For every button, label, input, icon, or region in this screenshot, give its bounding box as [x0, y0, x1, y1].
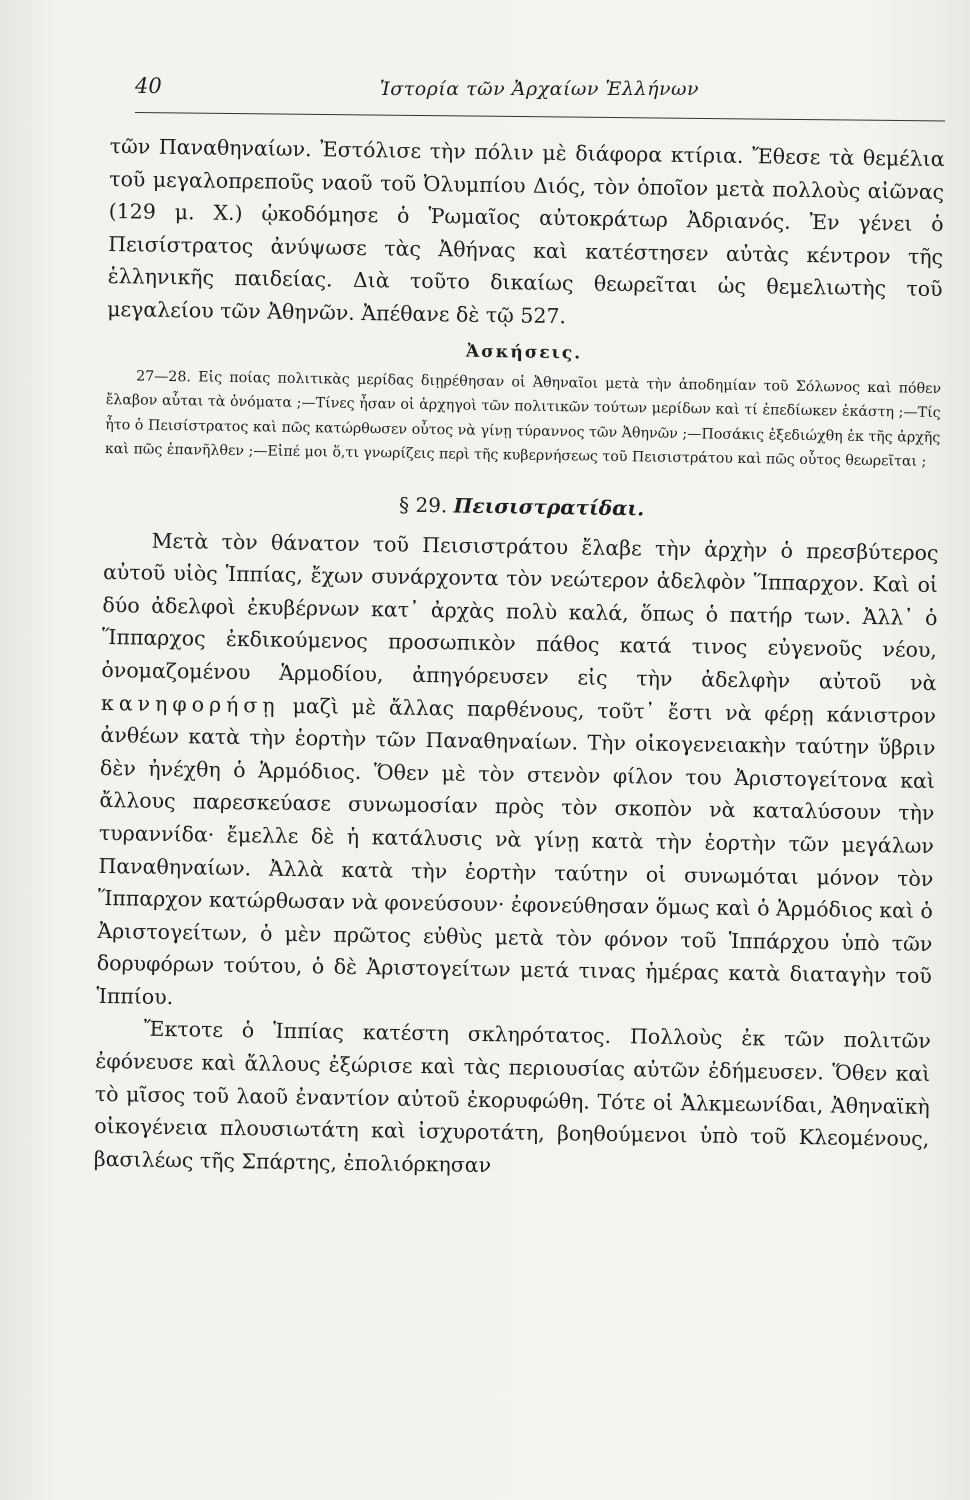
exercises-text: 27—28. Εἰς ποίας πολιτικὰς μερίδας διῃρέθησαν οἱ Ἀθηναῖοι μετὰ τὴν ἀποδημίαν τοῦ Σόλωνος καὶ πόθεν ἔλαβον αὗται τὰ ὀνόματα ;—Τίνες ἦσαν οἱ ἀρχηγοὶ τῶν πολιτικῶν τούτων μερίδων καὶ τί ἐπεδίωκεν ἑκάστη ;—Τίς ἦτο ὁ Πεισίστρατος καὶ πῶς κατώρθωσεν οὗτος νὰ γίνῃ τύραννος τῶν Ἀθηνῶν ;—Ποσάκις ἐξεδιώχθη ἐκ τῆς ἀρχῆς καὶ πῶς ἐπανῆλθεν ;—Εἰπέ μοι ὅ,τι γνωρίζεις περὶ τῆς κυβερνήσεως τοῦ Πεισιστράτου καὶ πῶς οὗτος θεωρεῖται ;	[104, 368, 942, 470]
header-rule	[135, 112, 945, 121]
page-header	[135, 70, 945, 110]
intro-paragraph: τῶν Παναθηναίων. Ἐστόλισε τὴν πόλιν μὲ διάφορα κτίρια. Ἔθεσε τὰ θεμέλια τοῦ μεγαλοπρεποῦς ναοῦ τοῦ Ὀλυμπίου Διός, τὸν ὁποῖον μετὰ πολλοὺς αἰῶνας (129 μ. Χ.) ᾠκοδόμησε ὁ Ῥωμαῖος αὐτοκράτωρ Ἀδριανός. Ἐν γένει ὁ Πεισίστρατος ἀνύψωσε τὰς Ἀθήνας καὶ κατέστησεν αὐτὰς κέντρον τῆς ἑλληνικῆς παιδείας. Διὰ τοῦτο δικαίως θεωρεῖται ὡς θεμελιωτὴς τοῦ μεγαλείου τῶν Ἀθηνῶν. Ἀπέθανε δὲ τῷ 527.	[107, 133, 945, 329]
page-number: 40	[135, 74, 162, 98]
section-title	[104, 488, 939, 525]
paragraph-hippias-tyranny: Ἔκτοτε ὁ Ἱππίας κατέστη σκληρότατος. Πολλοὺς ἐκ τῶν πολιτῶν ἐφόνευσε καὶ ἄλλους ἐξώρισε καὶ τὰς περιουσίας αὐτῶν ἐδήμευσεν. Ὅθεν καὶ τὸ μῖσος τοῦ λαοῦ ἐναντίον αὐτοῦ ἐκορυφώθη. Τότε οἱ Ἀλκμεωνίδαι, Ἀθηναϊκὴ οἰκογένεια πλουσιωτάτη καὶ ἰσχυροτάτη, βοηθούμενοι ὑπὸ τοῦ Κλεομένους, βασιλέως τῆς Σπάρτης, ἐπολιόρκησαν	[93, 1017, 931, 1177]
paragraph1-part2: μαζὶ μὲ ἄλλας παρθένους, τοῦτ᾽ ἔστι νὰ φέρῃ κάνιστρον ἀνθέων κατὰ τὴν ἑορτὴν τῶν Παναθηναίων. Τὴν οἰκογενειακὴν ταύτην ὕβριν δὲν ἠνέχθη ὁ Ἁρμόδιος. Ὅθεν μὲ τὸν στενὸν φίλον του Ἀριστογείτονα καὶ ἄλλους παρεσκεύασε συνωμοσίαν πρὸς τὸν σκοπὸν νὰ καταλύσουν τὴν τυραννίδα· ἔμελλε δὲ ἡ κατάλυσις νὰ γίνῃ κατὰ τὴν ἑορτὴν τῶν μεγάλων Παναθηναίων. Ἀλλὰ κατὰ τὴν ἑορτὴν ταύτην οἱ συνωμόται μόνον τὸν Ἵππαρχον κατώρθωσαν νὰ φονεύσουν· ἐφονεύθησαν ὅμως καὶ ὁ Ἁρμόδιος καὶ ὁ Ἀριστογείτων, ὁ μὲν πρῶτος εὐθὺς μετὰ τὸν φόνον τοῦ Ἱππάρχου ὑπὸ τῶν δορυφόρων τούτου, ὁ δὲ Ἀριστογείτων μετά τινας ἡμέρας κατὰ διαταγὴν τοῦ Ἱππίου.	[96, 693, 937, 1009]
paragraph-hippias-hipparchus	[96, 524, 939, 1026]
section-name: Πεισιστρατίδαι.	[453, 493, 645, 520]
paragraph1-part1: Μετὰ τὸν θάνατον τοῦ Πεισιστράτου ἔλαβε τὴν ἀρχὴν ὁ πρεσβύτερος αὐτοῦ υἱὸς Ἱππίας, ἔχων συνάρχοντα τὸν νεώτερον ἀδελφὸν Ἵππαρχον. Καὶ οἱ δύο ἀδελφοὶ ἐκυβέρνων κατ᾽ ἀρχὰς πολὺ καλά, ὅπως ὁ πατήρ των. Ἀλλ᾽ ὁ Ἵππαρχος ἐκδικούμενος προσωπικὸν πάθος κατά τινος εὐγενοῦς νέου, ὀνομαζομένου Ἁρμοδίου, ἀπηγόρευσεν εἰς τὴν ἀδελφὴν αὐτοῦ νὰ	[101, 528, 939, 695]
running-title: Ἱστορία τῶν Ἀρχαίων Ἑλλήνων	[380, 78, 700, 100]
section-number: § 29.	[398, 492, 448, 517]
spaced-word: κανηφορήσῃ	[100, 690, 280, 718]
page-body	[94, 130, 945, 1188]
exercises-heading: Ἀσκήσεις.	[465, 341, 583, 364]
